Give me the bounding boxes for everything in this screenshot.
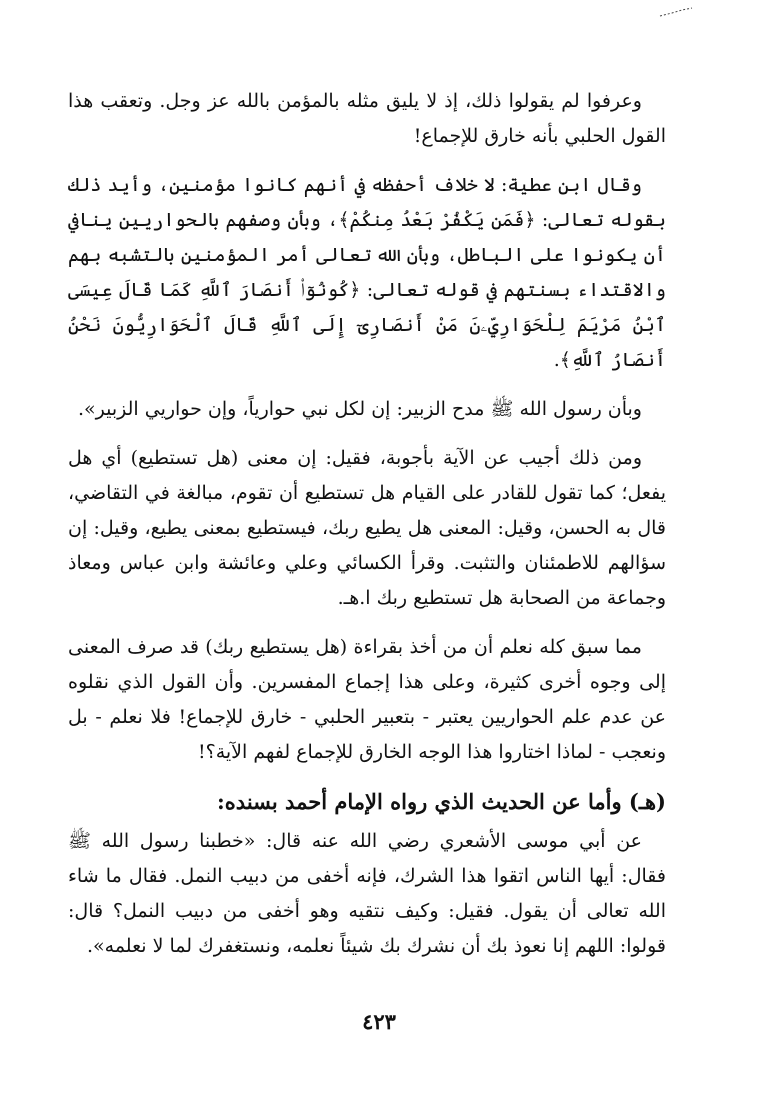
scan-mark xyxy=(658,6,698,18)
section-heading: (هـ) وأما عن الحديث الذي رواه الإمام أحمد بسنده: xyxy=(217,789,666,814)
paragraph-4: ومن ذلك أجيب عن الآية بأجوبة، فقيل: إن معنى (هل تستطيع) أي هل يفعل؛ كما تقول للقادر على القيام هل تستطيع أن تقوم، مبالغة في التقاضي، قال به الحسن، وقيل: المعنى هل يطيع ربك، فيستطيع بمعنى يطيع، وقيل: إن سؤالهم للاطمئنان والتثبت. وقرأ الكسائي وعلي وعائشة وابن عباس ومعاذ وجماعة من الصحابة هل تستطيع ربك ا.هـ. xyxy=(68,447,666,609)
paragraph-2: وقال ابن عطية: لا خلاف أحفظه في أنهم كانوا مؤمنين، وأيد ذلك بقوله تعالى: ﴿فَمَن يَكْفُرْ بَعْدُ مِنكُمْ﴾، وبأن وصفهم بالحواريين ينافي أن يكونوا على الباطل، وبأن الله تعالى أمر المؤمنين بالتشبه بهم والاقتداء بسنتهم في قوله تعالى: ﴿كُونُوٓا۟ أَنصَارَ ٱللَّهِ كَمَا قَالَ عِيسَى ٱبْنُ مَرْيَمَ لِلْحَوَارِيِّۦنَ مَنْ أَنصَارِىٓ إِلَى ٱللَّهِ قَالَ ٱلْحَوَارِيُّونَ نَحْنُ أَنصَارُ ٱللَّهِ﴾. xyxy=(68,174,666,371)
paragraph-3: وبأن رسول الله ﷺ مدح الزبير: إن لكل نبي حوارياً، وإن حواريي الزبير». xyxy=(77,398,642,420)
page-body xyxy=(68,84,666,978)
paragraph-1: وعرفوا لم يقولوا ذلك، إذ لا يليق مثله بالمؤمن بالله عز وجل. وتعقب هذا القول الحلبي بأنه خارق للإجماع! xyxy=(68,90,666,147)
page-number: ٤٢٣ xyxy=(362,1009,396,1034)
paragraph-5: مما سبق كله نعلم أن من أخذ بقراءة (هل يستطيع ربك) قد صرف المعنى إلى وجوه أخرى كثيرة، وعلى هذا إجماع المفسرين. وأن القول الذي نقلوه عن عدم علم الحواريين يعتبر - بتعبير الحلبي - خارق للإجماع! فلا نعلم - بل ونعجب - لماذا اختاروا هذا الوجه الخارق للإجماع لفهم الآية؟! xyxy=(68,636,666,763)
hadith-paragraph: عن أبي موسى الأشعري رضي الله عنه قال: «خطبنا رسول الله ﷺ فقال: أيها الناس اتقوا هذا الشرك، فإنه أخفى من دبيب النمل. فقال ما شاء الله تعالى أن يقول. فقيل: وكيف نتقيه وهو أخفى من دبيب النمل؟ قال: قولوا: اللهم إنا نعوذ بك أن نشرك بك شيئاً نعلمه، ونستغفرك لما لا نعلمه». xyxy=(68,830,666,957)
